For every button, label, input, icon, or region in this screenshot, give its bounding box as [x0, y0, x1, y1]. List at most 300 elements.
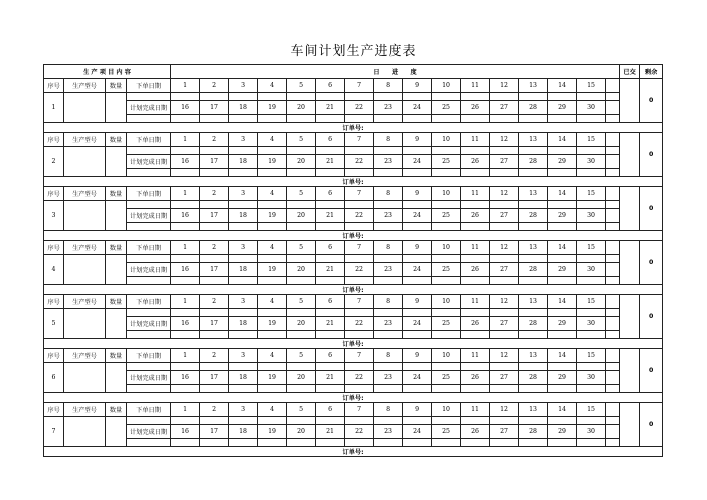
day-cell[interactable]: 14: [548, 349, 577, 363]
day-cell[interactable]: 2: [200, 187, 229, 201]
order-date-input[interactable]: [127, 255, 171, 263]
progress-input[interactable]: [548, 277, 577, 285]
day-cell[interactable]: 29: [548, 425, 577, 439]
day-cell[interactable]: 8: [374, 187, 403, 201]
day-cell[interactable]: 15: [577, 79, 606, 93]
progress-input[interactable]: [229, 277, 258, 285]
day-cell[interactable]: 6: [316, 295, 345, 309]
progress-input[interactable]: [490, 309, 519, 317]
progress-input[interactable]: [229, 93, 258, 101]
progress-input[interactable]: [403, 385, 432, 393]
progress-input[interactable]: [316, 331, 345, 339]
day-cell[interactable]: 16: [171, 425, 200, 439]
order-date-input[interactable]: [127, 417, 171, 425]
day-cell[interactable]: 20: [287, 371, 316, 385]
progress-input[interactable]: [490, 147, 519, 155]
progress-input[interactable]: [287, 169, 316, 177]
day-cell[interactable]: 21: [316, 371, 345, 385]
day-cell[interactable]: 26: [461, 209, 490, 223]
model-input[interactable]: [64, 147, 106, 177]
plan-date-input[interactable]: [127, 385, 171, 393]
progress-input[interactable]: [200, 223, 229, 231]
plan-date-input[interactable]: [127, 439, 171, 447]
progress-input[interactable]: [200, 331, 229, 339]
day-cell[interactable]: 17: [200, 263, 229, 277]
order-date-input[interactable]: [127, 147, 171, 155]
day-cell[interactable]: 20: [287, 317, 316, 331]
progress-input[interactable]: [548, 169, 577, 177]
progress-input[interactable]: [287, 93, 316, 101]
progress-input[interactable]: [171, 223, 200, 231]
day-cell[interactable]: 3: [229, 187, 258, 201]
day-cell[interactable]: 21: [316, 263, 345, 277]
progress-input[interactable]: [577, 309, 606, 317]
progress-input[interactable]: [229, 363, 258, 371]
day-cell[interactable]: 10: [432, 349, 461, 363]
progress-input[interactable]: [490, 439, 519, 447]
progress-input[interactable]: [461, 385, 490, 393]
day-cell[interactable]: 3: [229, 403, 258, 417]
progress-input[interactable]: [577, 255, 606, 263]
day-cell[interactable]: 18: [229, 263, 258, 277]
progress-input[interactable]: [345, 201, 374, 209]
day-cell[interactable]: 4: [258, 241, 287, 255]
day-cell[interactable]: 28: [519, 209, 548, 223]
progress-input[interactable]: [229, 169, 258, 177]
progress-input[interactable]: [432, 277, 461, 285]
done-cell[interactable]: [620, 295, 640, 339]
day-cell[interactable]: 17: [200, 425, 229, 439]
model-input[interactable]: [64, 309, 106, 339]
day-cell[interactable]: 27: [490, 209, 519, 223]
progress-input[interactable]: [171, 169, 200, 177]
progress-input[interactable]: [490, 277, 519, 285]
progress-input[interactable]: [432, 363, 461, 371]
progress-input[interactable]: [519, 385, 548, 393]
progress-input[interactable]: [548, 147, 577, 155]
day-cell[interactable]: 6: [316, 403, 345, 417]
day-cell[interactable]: 28: [519, 263, 548, 277]
day-cell[interactable]: 2: [200, 349, 229, 363]
day-cell[interactable]: 6: [316, 187, 345, 201]
day-cell[interactable]: 28: [519, 101, 548, 115]
progress-input[interactable]: [287, 309, 316, 317]
day-cell[interactable]: 12: [490, 241, 519, 255]
qty-input[interactable]: [106, 93, 127, 123]
progress-input[interactable]: [374, 115, 403, 123]
day-cell[interactable]: 24: [403, 263, 432, 277]
day-cell[interactable]: 11: [461, 349, 490, 363]
day-cell[interactable]: 29: [548, 155, 577, 169]
progress-input[interactable]: [345, 255, 374, 263]
progress-input[interactable]: [171, 115, 200, 123]
day-cell[interactable]: 15: [577, 241, 606, 255]
day-cell[interactable]: 15: [577, 187, 606, 201]
progress-input[interactable]: [345, 385, 374, 393]
progress-input[interactable]: [490, 385, 519, 393]
progress-input[interactable]: [171, 201, 200, 209]
progress-input[interactable]: [345, 331, 374, 339]
progress-input[interactable]: [171, 439, 200, 447]
day-cell[interactable]: 27: [490, 263, 519, 277]
day-cell[interactable]: 10: [432, 403, 461, 417]
day-cell[interactable]: 28: [519, 155, 548, 169]
day-cell[interactable]: 26: [461, 425, 490, 439]
day-cell[interactable]: 8: [374, 295, 403, 309]
progress-input[interactable]: [519, 277, 548, 285]
day-cell[interactable]: 1: [171, 295, 200, 309]
day-cell[interactable]: 28: [519, 425, 548, 439]
day-cell[interactable]: 22: [345, 209, 374, 223]
progress-input[interactable]: [374, 169, 403, 177]
day-cell[interactable]: 27: [490, 155, 519, 169]
day-cell[interactable]: 30: [577, 101, 606, 115]
day-cell[interactable]: 13: [519, 403, 548, 417]
day-cell[interactable]: 22: [345, 317, 374, 331]
progress-input[interactable]: [490, 93, 519, 101]
qty-input[interactable]: [106, 147, 127, 177]
progress-input[interactable]: [403, 147, 432, 155]
day-cell[interactable]: 2: [200, 241, 229, 255]
day-cell[interactable]: 16: [171, 371, 200, 385]
day-cell[interactable]: 7: [345, 79, 374, 93]
day-cell[interactable]: 12: [490, 187, 519, 201]
day-cell[interactable]: 4: [258, 133, 287, 147]
progress-input[interactable]: [548, 331, 577, 339]
model-input[interactable]: [64, 363, 106, 393]
progress-input[interactable]: [229, 439, 258, 447]
day-cell[interactable]: 29: [548, 101, 577, 115]
progress-input[interactable]: [345, 439, 374, 447]
progress-input[interactable]: [316, 277, 345, 285]
progress-input[interactable]: [461, 439, 490, 447]
order-date-input[interactable]: [127, 309, 171, 317]
day-cell[interactable]: 16: [171, 101, 200, 115]
progress-input[interactable]: [345, 363, 374, 371]
progress-input[interactable]: [461, 255, 490, 263]
progress-input[interactable]: [258, 201, 287, 209]
progress-input[interactable]: [577, 201, 606, 209]
progress-input[interactable]: [519, 201, 548, 209]
day-cell[interactable]: 30: [577, 155, 606, 169]
done-cell[interactable]: [620, 187, 640, 231]
progress-input[interactable]: [171, 363, 200, 371]
progress-input[interactable]: [258, 309, 287, 317]
day-cell[interactable]: 9: [403, 187, 432, 201]
day-cell[interactable]: 17: [200, 317, 229, 331]
day-cell[interactable]: 26: [461, 155, 490, 169]
day-cell[interactable]: 9: [403, 133, 432, 147]
day-cell[interactable]: 30: [577, 371, 606, 385]
day-cell[interactable]: 11: [461, 79, 490, 93]
progress-input[interactable]: [519, 417, 548, 425]
day-cell[interactable]: 30: [577, 209, 606, 223]
progress-input[interactable]: [258, 115, 287, 123]
day-cell[interactable]: 19: [258, 317, 287, 331]
progress-input[interactable]: [519, 147, 548, 155]
progress-input[interactable]: [316, 309, 345, 317]
progress-input[interactable]: [258, 93, 287, 101]
qty-input[interactable]: [106, 255, 127, 285]
day-cell[interactable]: 16: [171, 263, 200, 277]
progress-input[interactable]: [287, 277, 316, 285]
day-cell[interactable]: 7: [345, 133, 374, 147]
progress-input[interactable]: [403, 223, 432, 231]
progress-input[interactable]: [171, 277, 200, 285]
day-cell[interactable]: 12: [490, 79, 519, 93]
progress-input[interactable]: [345, 223, 374, 231]
progress-input[interactable]: [461, 331, 490, 339]
progress-input[interactable]: [374, 417, 403, 425]
progress-input[interactable]: [490, 331, 519, 339]
progress-input[interactable]: [258, 277, 287, 285]
progress-input[interactable]: [258, 363, 287, 371]
progress-input[interactable]: [577, 331, 606, 339]
progress-input[interactable]: [577, 223, 606, 231]
progress-input[interactable]: [316, 385, 345, 393]
progress-input[interactable]: [316, 255, 345, 263]
progress-input[interactable]: [316, 363, 345, 371]
progress-input[interactable]: [490, 255, 519, 263]
progress-input[interactable]: [432, 309, 461, 317]
progress-input[interactable]: [229, 331, 258, 339]
day-cell[interactable]: 28: [519, 317, 548, 331]
progress-input[interactable]: [432, 439, 461, 447]
day-cell[interactable]: 14: [548, 403, 577, 417]
day-cell[interactable]: 10: [432, 79, 461, 93]
progress-input[interactable]: [200, 277, 229, 285]
progress-input[interactable]: [258, 417, 287, 425]
progress-input[interactable]: [548, 93, 577, 101]
day-cell[interactable]: 4: [258, 349, 287, 363]
progress-input[interactable]: [461, 417, 490, 425]
progress-input[interactable]: [519, 115, 548, 123]
progress-input[interactable]: [490, 201, 519, 209]
progress-input[interactable]: [200, 147, 229, 155]
day-cell[interactable]: 21: [316, 425, 345, 439]
progress-input[interactable]: [577, 115, 606, 123]
progress-input[interactable]: [316, 223, 345, 231]
progress-input[interactable]: [374, 309, 403, 317]
day-cell[interactable]: 23: [374, 263, 403, 277]
day-cell[interactable]: 23: [374, 371, 403, 385]
day-cell[interactable]: 24: [403, 209, 432, 223]
day-cell[interactable]: 4: [258, 295, 287, 309]
progress-input[interactable]: [345, 147, 374, 155]
day-cell[interactable]: 20: [287, 263, 316, 277]
progress-input[interactable]: [519, 223, 548, 231]
progress-input[interactable]: [258, 147, 287, 155]
progress-input[interactable]: [577, 93, 606, 101]
progress-input[interactable]: [461, 309, 490, 317]
qty-input[interactable]: [106, 201, 127, 231]
day-cell[interactable]: 23: [374, 209, 403, 223]
day-cell[interactable]: 14: [548, 295, 577, 309]
progress-input[interactable]: [200, 439, 229, 447]
progress-input[interactable]: [548, 223, 577, 231]
day-cell[interactable]: 27: [490, 317, 519, 331]
day-cell[interactable]: 25: [432, 155, 461, 169]
progress-input[interactable]: [461, 169, 490, 177]
day-cell[interactable]: 15: [577, 133, 606, 147]
day-cell[interactable]: 7: [345, 241, 374, 255]
day-cell[interactable]: 29: [548, 263, 577, 277]
day-cell[interactable]: 6: [316, 241, 345, 255]
day-cell[interactable]: 7: [345, 295, 374, 309]
day-cell[interactable]: 15: [577, 349, 606, 363]
day-cell[interactable]: 27: [490, 371, 519, 385]
day-cell[interactable]: 18: [229, 425, 258, 439]
progress-input[interactable]: [229, 255, 258, 263]
progress-input[interactable]: [374, 363, 403, 371]
progress-input[interactable]: [287, 223, 316, 231]
day-cell[interactable]: 8: [374, 349, 403, 363]
done-cell[interactable]: [620, 79, 640, 123]
progress-input[interactable]: [490, 169, 519, 177]
progress-input[interactable]: [432, 147, 461, 155]
model-input[interactable]: [64, 417, 106, 447]
progress-input[interactable]: [548, 115, 577, 123]
progress-input[interactable]: [519, 363, 548, 371]
progress-input[interactable]: [403, 277, 432, 285]
progress-input[interactable]: [461, 201, 490, 209]
day-cell[interactable]: 7: [345, 187, 374, 201]
order-date-input[interactable]: [127, 201, 171, 209]
progress-input[interactable]: [577, 385, 606, 393]
day-cell[interactable]: 23: [374, 101, 403, 115]
day-cell[interactable]: 1: [171, 187, 200, 201]
progress-input[interactable]: [287, 417, 316, 425]
progress-input[interactable]: [432, 417, 461, 425]
day-cell[interactable]: 20: [287, 101, 316, 115]
progress-input[interactable]: [345, 169, 374, 177]
day-cell[interactable]: 14: [548, 133, 577, 147]
progress-input[interactable]: [229, 223, 258, 231]
progress-input[interactable]: [229, 309, 258, 317]
day-cell[interactable]: 3: [229, 241, 258, 255]
progress-input[interactable]: [432, 93, 461, 101]
day-cell[interactable]: 23: [374, 317, 403, 331]
day-cell[interactable]: 12: [490, 133, 519, 147]
day-cell[interactable]: 20: [287, 209, 316, 223]
progress-input[interactable]: [345, 417, 374, 425]
progress-input[interactable]: [403, 439, 432, 447]
day-cell[interactable]: 21: [316, 155, 345, 169]
plan-date-input[interactable]: [127, 277, 171, 285]
plan-date-input[interactable]: [127, 115, 171, 123]
day-cell[interactable]: 1: [171, 133, 200, 147]
day-cell[interactable]: 25: [432, 317, 461, 331]
progress-input[interactable]: [374, 439, 403, 447]
progress-input[interactable]: [461, 363, 490, 371]
progress-input[interactable]: [490, 115, 519, 123]
progress-input[interactable]: [200, 309, 229, 317]
done-cell[interactable]: [620, 133, 640, 177]
day-cell[interactable]: 26: [461, 263, 490, 277]
day-cell[interactable]: 3: [229, 349, 258, 363]
day-cell[interactable]: 25: [432, 101, 461, 115]
day-cell[interactable]: 15: [577, 403, 606, 417]
progress-input[interactable]: [171, 331, 200, 339]
day-cell[interactable]: 8: [374, 79, 403, 93]
day-cell[interactable]: 9: [403, 79, 432, 93]
progress-input[interactable]: [490, 417, 519, 425]
progress-input[interactable]: [403, 255, 432, 263]
day-cell[interactable]: 25: [432, 209, 461, 223]
progress-input[interactable]: [461, 277, 490, 285]
day-cell[interactable]: 29: [548, 209, 577, 223]
progress-input[interactable]: [432, 115, 461, 123]
progress-input[interactable]: [258, 255, 287, 263]
day-cell[interactable]: 21: [316, 101, 345, 115]
progress-input[interactable]: [403, 417, 432, 425]
progress-input[interactable]: [171, 385, 200, 393]
qty-input[interactable]: [106, 417, 127, 447]
day-cell[interactable]: 8: [374, 241, 403, 255]
plan-date-input[interactable]: [127, 331, 171, 339]
progress-input[interactable]: [171, 147, 200, 155]
order-date-input[interactable]: [127, 93, 171, 101]
progress-input[interactable]: [519, 331, 548, 339]
day-cell[interactable]: 3: [229, 79, 258, 93]
order-date-input[interactable]: [127, 363, 171, 371]
day-cell[interactable]: 21: [316, 209, 345, 223]
day-cell[interactable]: 23: [374, 425, 403, 439]
day-cell[interactable]: 19: [258, 371, 287, 385]
progress-input[interactable]: [287, 115, 316, 123]
day-cell[interactable]: 10: [432, 241, 461, 255]
day-cell[interactable]: 2: [200, 79, 229, 93]
progress-input[interactable]: [171, 93, 200, 101]
day-cell[interactable]: 6: [316, 349, 345, 363]
progress-input[interactable]: [345, 93, 374, 101]
day-cell[interactable]: 11: [461, 187, 490, 201]
day-cell[interactable]: 29: [548, 317, 577, 331]
day-cell[interactable]: 11: [461, 241, 490, 255]
day-cell[interactable]: 13: [519, 133, 548, 147]
day-cell[interactable]: 26: [461, 371, 490, 385]
day-cell[interactable]: 17: [200, 209, 229, 223]
progress-input[interactable]: [345, 277, 374, 285]
day-cell[interactable]: 2: [200, 403, 229, 417]
progress-input[interactable]: [316, 169, 345, 177]
day-cell[interactable]: 19: [258, 101, 287, 115]
progress-input[interactable]: [548, 201, 577, 209]
progress-input[interactable]: [171, 417, 200, 425]
progress-input[interactable]: [316, 201, 345, 209]
day-cell[interactable]: 14: [548, 187, 577, 201]
progress-input[interactable]: [258, 223, 287, 231]
model-input[interactable]: [64, 255, 106, 285]
day-cell[interactable]: 5: [287, 403, 316, 417]
progress-input[interactable]: [432, 255, 461, 263]
progress-input[interactable]: [461, 115, 490, 123]
day-cell[interactable]: 13: [519, 349, 548, 363]
day-cell[interactable]: 13: [519, 187, 548, 201]
progress-input[interactable]: [461, 93, 490, 101]
day-cell[interactable]: 12: [490, 403, 519, 417]
day-cell[interactable]: 2: [200, 295, 229, 309]
progress-input[interactable]: [403, 115, 432, 123]
progress-input[interactable]: [200, 93, 229, 101]
day-cell[interactable]: 26: [461, 317, 490, 331]
day-cell[interactable]: 17: [200, 101, 229, 115]
day-cell[interactable]: 5: [287, 133, 316, 147]
day-cell[interactable]: 9: [403, 403, 432, 417]
progress-input[interactable]: [200, 169, 229, 177]
day-cell[interactable]: 24: [403, 371, 432, 385]
day-cell[interactable]: 25: [432, 425, 461, 439]
